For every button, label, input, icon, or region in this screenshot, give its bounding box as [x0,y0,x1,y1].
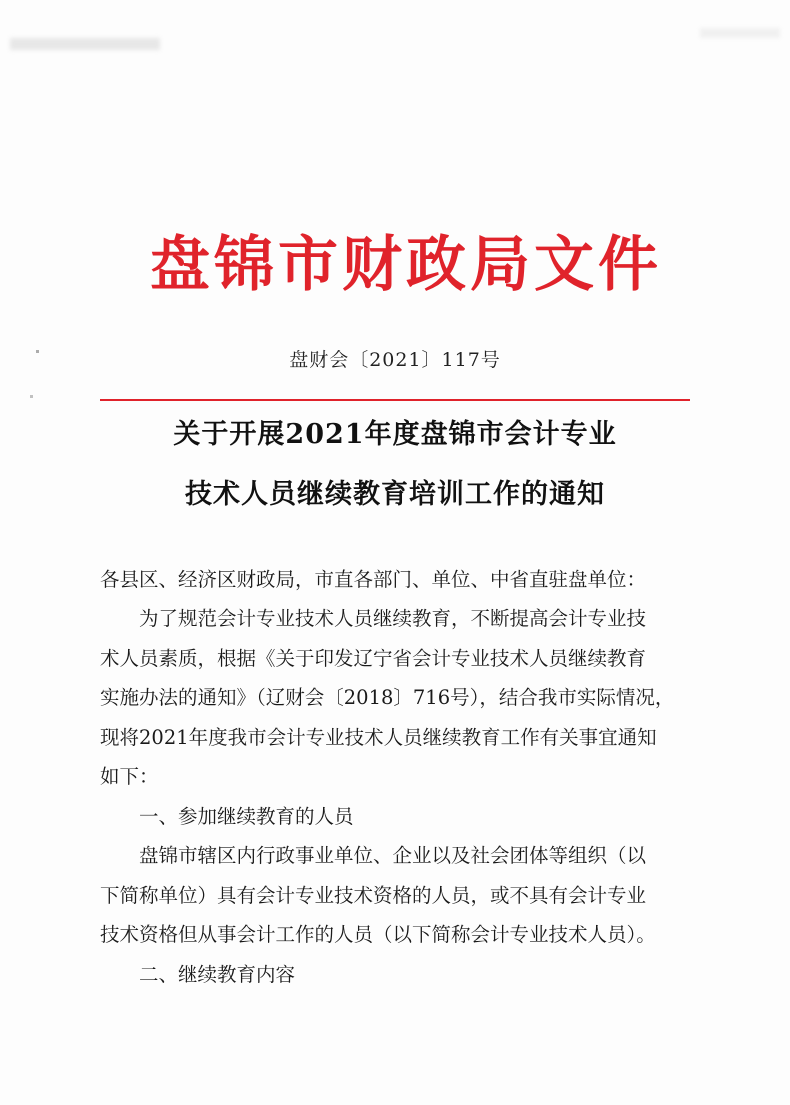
subject-line-1: 关于开展2021年度盘锦市会计专业 [173,419,617,450]
section-heading-2: 二、继续教育内容 [139,963,296,986]
paragraph-participants [100,836,700,955]
salutation: 各县区、经济区财政局，市直各部门、单位、中省直驻盘单位： [100,568,647,591]
paragraph-line: 现将2021年度我市会计专业技术人员继续教育工作有关事宜通知 [100,725,657,749]
paragraph-line: 如下： [100,765,159,788]
scan-artifact [700,28,780,38]
section-heading-1: 一、参加继续教育的人员 [139,805,354,828]
issuer-header: 盘锦市财政局文件 [150,230,662,300]
paragraph-intro [100,599,700,797]
paragraph-line: 盘锦市辖区内行政事业单位、企业以及社会团体等组织（以 [139,844,647,867]
paragraph-line: 术人员素质，根据《关于印发辽宁省会计专业技术人员继续教育 [100,646,647,670]
scan-artifact [10,38,160,50]
paragraph-line: 实施办法的通知》（辽财会〔2018〕716号），结合我市实际情况， [100,686,675,709]
paragraph-line: 为了规范会计专业技术人员继续教育，不断提高会计专业技 [139,607,647,630]
subject-line-2: 技术人员继续教育培训工作的通知 [185,479,605,510]
red-divider-line [100,399,690,401]
paragraph-line: 技术资格但从事会计工作的人员（以下简称会计专业技术人员）。 [100,923,656,946]
paragraph-line: 下简称单位）具有会计专业技术资格的人员，或不具有会计专业 [100,883,647,907]
document-number: 盘财会〔2021〕117号 [289,349,501,371]
scan-speck [30,395,33,398]
